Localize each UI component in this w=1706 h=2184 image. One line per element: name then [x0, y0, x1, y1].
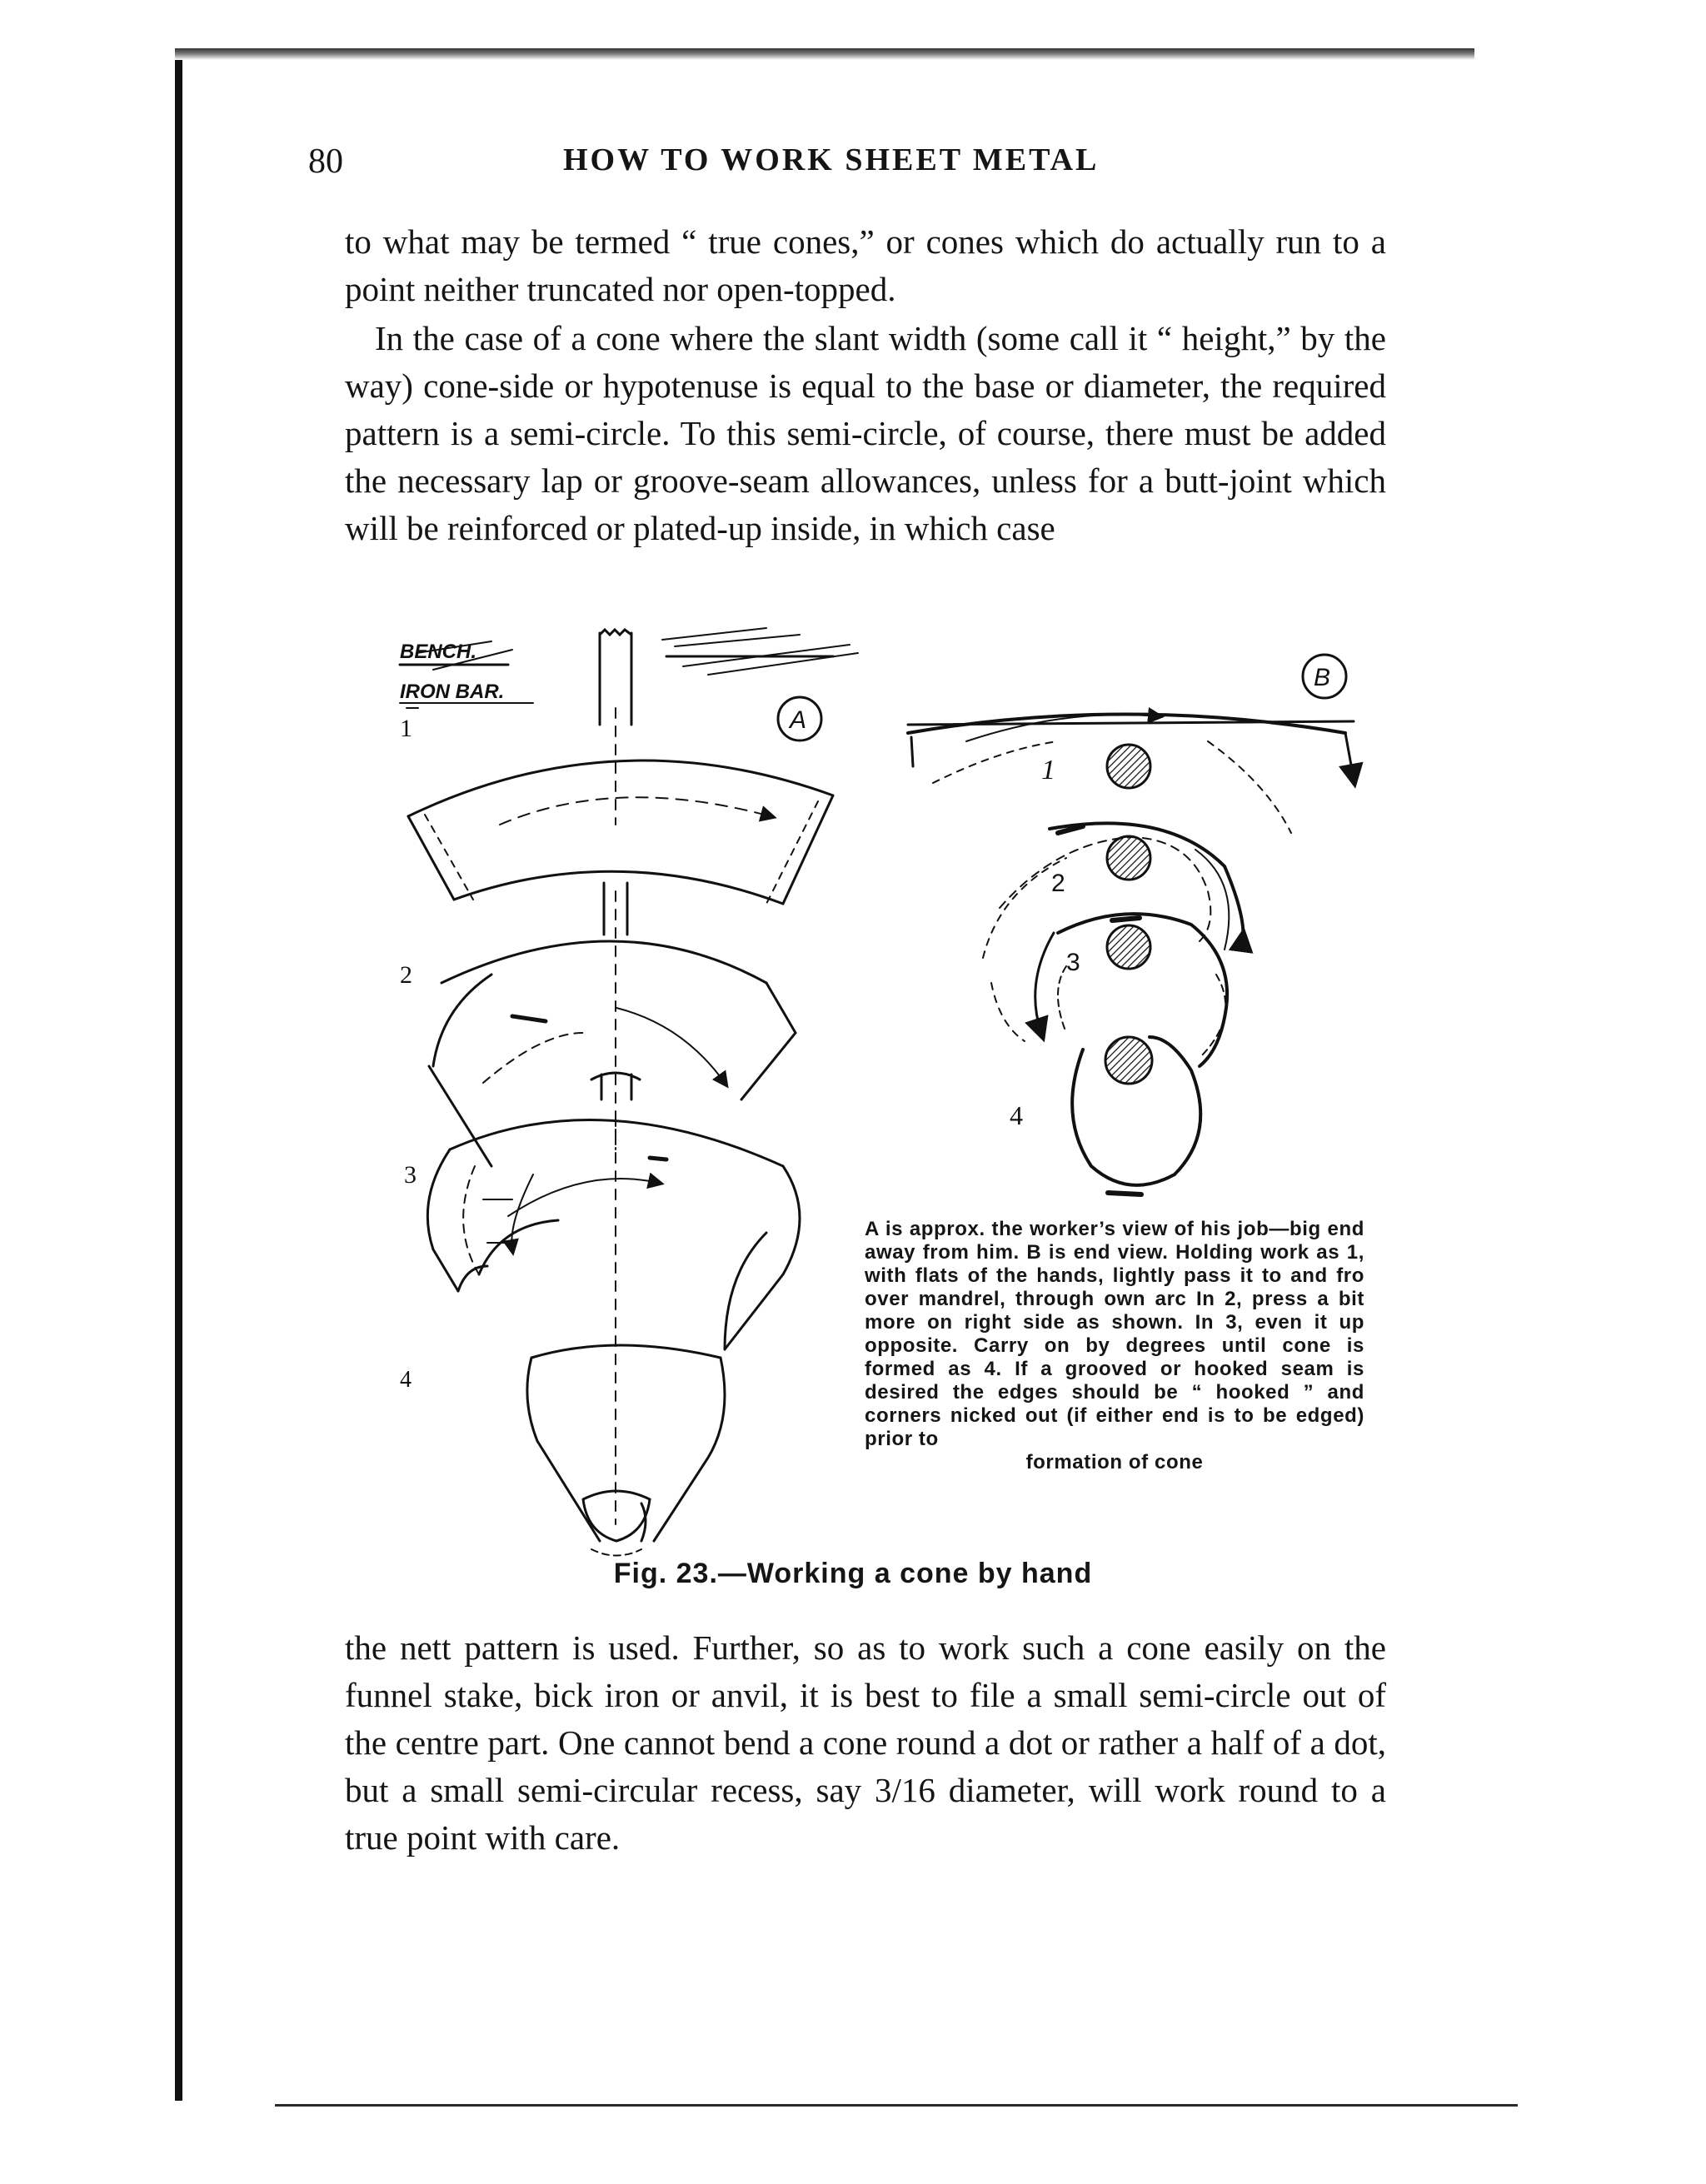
- label-b: B: [1314, 664, 1331, 691]
- step-a-4: 4: [400, 1367, 412, 1393]
- iron-bar: [591, 630, 640, 1524]
- step-b-1-label: 1: [1041, 755, 1055, 785]
- paragraph-3: the nett pattern is used. Further, so as to work such a cone easily on the funnel stake, bick iron or anvil, it is best to file a small semi-circle out of the centre part. One cannot bend a cone round a dot or rather a half of a dot, but a small semi-circular recess, say 3/16 diameter, will work round to a true point with care.: [345, 1628, 1386, 1857]
- step-a-1: 1: [400, 715, 412, 742]
- step-a-2: 2: [400, 961, 412, 989]
- label-iron-bar: IRON BAR.: [400, 681, 505, 703]
- diagram-a: [400, 628, 858, 1556]
- diagram-b: [908, 655, 1354, 1194]
- step-b-2-label: 2: [1051, 870, 1065, 897]
- figure-caption: Fig. 23.—Working a cone by hand: [613, 1558, 1093, 1589]
- running-title: HOW TO WORK SHEET METAL: [563, 142, 1100, 177]
- figure-note-text: A is approx. the worker’s view of his job—big end away from him. B is end view. Holding work as 1, with flats of the hands, lightly pass it to and fro over mandrel, through own arc In 2, press a bit more on right side as shown. In 3, even it up opposite. Carry on by degrees until cone is formed as 4. If a grooved or hooked seam is desired the edges should be “ hooked ” and corners nicked out (if either end is to be edged) prior to: [865, 1218, 1364, 1450]
- label-a: A: [790, 706, 807, 734]
- step-a-4-cone: [527, 1345, 725, 1556]
- step-b-3: [991, 914, 1227, 1066]
- step-b-4-label: 4: [1010, 1100, 1023, 1130]
- step-b-1: [908, 715, 1354, 834]
- bottom-rule: [275, 2104, 1518, 2107]
- step-a-2-sector: [429, 941, 796, 1166]
- scan-top-edge: [175, 48, 1474, 60]
- page-number: 80: [308, 142, 343, 181]
- step-b-3-label: 3: [1066, 949, 1080, 976]
- step-a-3: 3: [404, 1161, 417, 1189]
- paragraph-2: In the case of a cone where the slant width (some call it “ height,” by the way) cone-side or hypotenuse is equal to the base or diameter, the required pattern is a semi-circle. To this semi-circle, of course, there must be added the necessary lap or groove-seam allowances, unless for a butt-joint which will be reinforced or plated-up inside, in which case: [345, 319, 1386, 547]
- scan-left-edge: [175, 52, 182, 2101]
- figure-note-last-line: formation of cone: [1025, 1451, 1204, 1473]
- paragraph-1: to what may be termed “ true cones,” or cones which do actually run to a point neither truncated nor open-topped.: [345, 222, 1386, 308]
- label-bench: BENCH.: [400, 641, 477, 663]
- step-a-1-sector: [408, 760, 833, 904]
- step-b-4: [1072, 1037, 1200, 1194]
- figure-note: [865, 1218, 1364, 1474]
